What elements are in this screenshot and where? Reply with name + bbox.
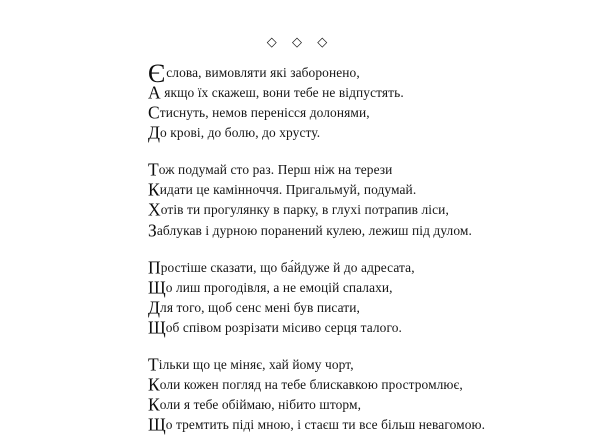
stanza (0, 258, 600, 338)
poem-line (0, 200, 600, 220)
line-cap: Д (148, 122, 161, 143)
line-cap: К (148, 179, 160, 200)
poem-line (0, 221, 600, 241)
poem-line (0, 278, 600, 298)
poem-line-text: ільки що це міняє, хай йому чорт, (158, 357, 354, 373)
ornament-divider: ◇ ◇ ◇ (266, 34, 334, 49)
line-cap: Щ (148, 317, 166, 338)
poem-body (0, 51, 600, 435)
poem-line-text: идати це камінноччя. Пригальмуй, подумай. (159, 182, 417, 198)
line-cap: З (148, 220, 157, 241)
poem-line (0, 103, 600, 123)
poem-line (0, 83, 600, 103)
poem-line (0, 160, 600, 180)
poem-line-text: ля того, щоб сенс мені був писати, (160, 299, 360, 315)
poem-line (0, 375, 600, 395)
poem-line-text: о лиш прогодівля, а не емоцій спалахи, (165, 279, 393, 295)
line-cap: Т (148, 159, 159, 180)
dropcap: Є (148, 59, 166, 88)
poem-line (0, 318, 600, 338)
poem-line (0, 180, 600, 200)
poem-line-text: слова, вимовляти які заборонено, (166, 65, 360, 80)
poem-line (0, 395, 600, 415)
poem-line-text: об співом розрізати місиво серця талого. (165, 319, 402, 335)
line-cap: К (148, 394, 160, 415)
poem-line (0, 415, 600, 435)
poem-line-text: ростіше сказати, що ба́йдуже й до адресата, (160, 259, 415, 275)
poem-line-text: о крові, до болю, до хрусту. (160, 125, 321, 141)
stanza (0, 355, 600, 435)
poem-line-text: тиснуть, немов перенісся долонями, (159, 105, 370, 121)
poem-line-text: якщо їх скажеш, вони тебе не відпустять. (160, 85, 404, 100)
line-cap: П (148, 257, 161, 278)
line-cap: К (148, 374, 160, 395)
line-cap: Щ (148, 277, 166, 298)
poem-line-text: отів ти прогулянку в парку, в глухі потрапив ліси, (160, 202, 449, 218)
poem-line (0, 298, 600, 318)
poem-line (0, 355, 600, 375)
poem-line (0, 258, 600, 278)
line-cap: Щ (148, 414, 166, 435)
poem-line-text: о тремтить піді мною, і стаєш ти все більш невагомою. (165, 417, 486, 433)
poem-line-text: оли я тебе обіймаю, нібито шторм, (159, 397, 362, 413)
poem-line-text: оли кожен погляд на тебе блискавкою простромлює, (159, 377, 463, 393)
line-cap: Д (148, 297, 161, 318)
stanza (0, 59, 600, 143)
line-cap: Т (148, 354, 159, 375)
poem-line (0, 59, 600, 88)
poem-line (0, 123, 600, 143)
line-cap: С (148, 102, 160, 123)
line-cap: А (148, 82, 161, 103)
poem-line-text: аблукав і дурною поранений кулею, лежиш під дулом. (156, 222, 472, 238)
line-cap: Х (148, 199, 161, 220)
stanza (0, 160, 600, 240)
poem-line-text: ож подумай сто раз. Перш ніж на терези (158, 162, 393, 178)
